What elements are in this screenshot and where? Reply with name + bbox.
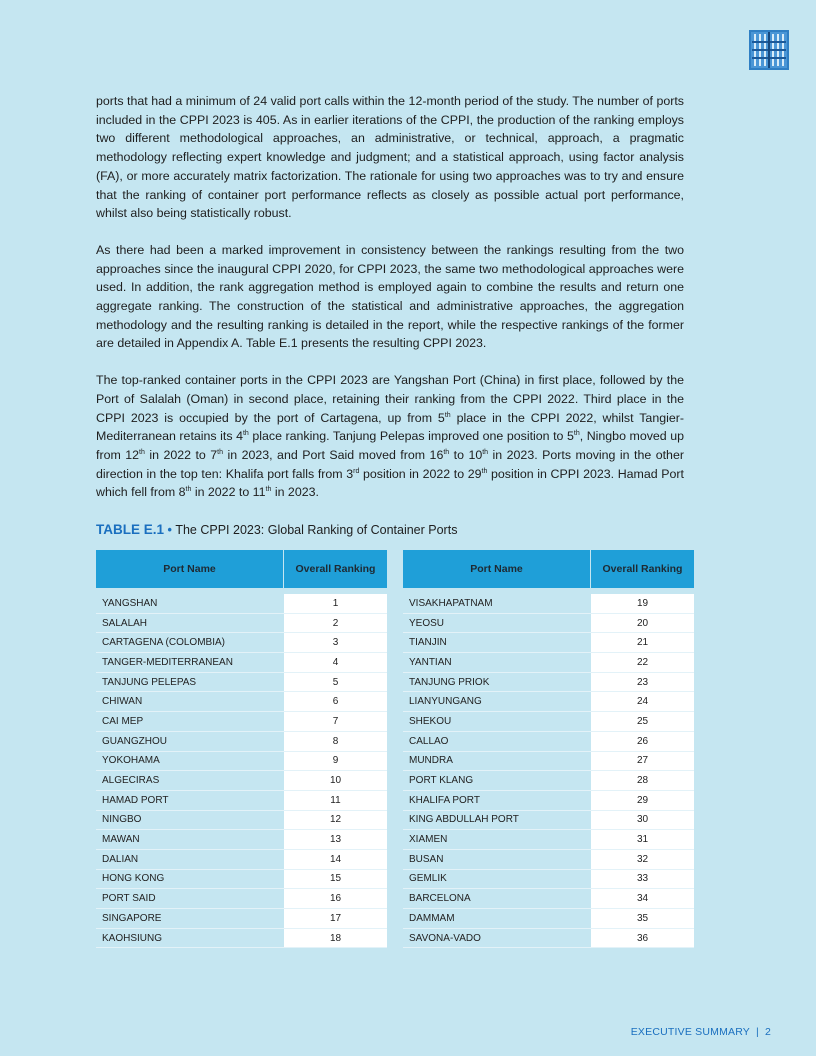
- ranking-cell: 32: [591, 849, 695, 869]
- port-name-cell: LIANYUNGANG: [403, 692, 591, 712]
- port-name-cell: KHALIFA PORT: [403, 790, 591, 810]
- footer-separator: |: [756, 1026, 759, 1038]
- table-row: [403, 790, 694, 810]
- port-name-cell: BUSAN: [403, 849, 591, 869]
- port-name-cell: GEMLIK: [403, 869, 591, 889]
- ranking-cell: 12: [284, 810, 388, 830]
- ranking-cell: 34: [591, 889, 695, 909]
- table-row: [403, 928, 694, 948]
- port-name-cell: VISAKHAPATNAM: [403, 594, 591, 613]
- ranking-cell: 26: [591, 731, 695, 751]
- table-row: [403, 751, 694, 771]
- table-row: [96, 731, 387, 751]
- port-name-cell: GUANGZHOU: [96, 731, 284, 751]
- ranking-cell: 17: [284, 909, 388, 929]
- table-row: [96, 633, 387, 653]
- ranking-cell: 33: [591, 869, 695, 889]
- table-row: [403, 692, 694, 712]
- port-name-cell: NINGBO: [96, 810, 284, 830]
- ranking-cell: 28: [591, 771, 695, 791]
- table-row: [403, 653, 694, 673]
- table-row: [403, 731, 694, 751]
- ranking-cell: 21: [591, 633, 695, 653]
- page-footer: [631, 1026, 771, 1038]
- ranking-cell: 2: [284, 613, 388, 633]
- ranking-cell: 7: [284, 712, 388, 732]
- port-name-cell: SHEKOU: [403, 712, 591, 732]
- ranking-cell: 16: [284, 889, 388, 909]
- ranking-cell: 31: [591, 830, 695, 850]
- table-row: [96, 830, 387, 850]
- port-name-cell: HONG KONG: [96, 869, 284, 889]
- table-row: [403, 633, 694, 653]
- ranking-cell: 3: [284, 633, 388, 653]
- table-row: [96, 810, 387, 830]
- paragraph-methodology: ports that had a minimum of 24 valid port calls within the 12-month period of the study. The number of ports included in the CPPI 2023 is 405. As in earlier iterations of the CPPI, the production of the ranking employs two different methodological approaches, an administrative, or technical, approach, a pragmatic methodology reflecting expert knowledge and judgment; and a statistical approach, using factor analysis (FA), or more accurately matrix factorization. The rationale for using two approaches was to try and ensure that the ranking of container port performance reflects as closely as possible actual port performance, whilst also being statistically robust.: [96, 94, 684, 221]
- table-row: [403, 771, 694, 791]
- port-name-cell: SINGAPORE: [96, 909, 284, 929]
- port-name-cell: YANGSHAN: [96, 594, 284, 613]
- body-text: [96, 92, 684, 520]
- ranking-cell: 9: [284, 751, 388, 771]
- table-row: [96, 790, 387, 810]
- port-name-cell: SALALAH: [96, 613, 284, 633]
- port-name-cell: CARTAGENA (COLOMBIA): [96, 633, 284, 653]
- table-row: [403, 810, 694, 830]
- ranking-cell: 20: [591, 613, 695, 633]
- table-label: TABLE E.1: [96, 522, 165, 537]
- port-name-cell: MAWAN: [96, 830, 284, 850]
- table-row: [96, 672, 387, 692]
- port-name-cell: XIAMEN: [403, 830, 591, 850]
- table-row: [403, 613, 694, 633]
- table-row: [403, 849, 694, 869]
- port-name-cell: BARCELONA: [403, 889, 591, 909]
- table-row: [403, 712, 694, 732]
- ranking-cell: 11: [284, 790, 388, 810]
- ranking-cell: 10: [284, 771, 388, 791]
- ranking-cell: 18: [284, 928, 388, 948]
- table-row: [403, 889, 694, 909]
- table-row: [403, 869, 694, 889]
- ranking-cell: 29: [591, 790, 695, 810]
- port-name-cell: PORT SAID: [96, 889, 284, 909]
- table-row: [96, 751, 387, 771]
- table-row: [403, 594, 694, 613]
- ranking-cell: 27: [591, 751, 695, 771]
- table-title: The CPPI 2023: Global Ranking of Container Ports: [175, 523, 458, 537]
- table-row: [96, 869, 387, 889]
- port-name-cell: HAMAD PORT: [96, 790, 284, 810]
- paragraph-top-ranked: The top-ranked container ports in the CPPI 2023 are Yangshan Port (China) in first place, followed by the Port of Salalah (Oman) in second place, retaining their ranking from the CPPI 2022. Third place in the CPPI 2023 is occupied by the port of Cartagena, up from 5th place in the CPPI 2022, whilst Tangier-Mediterranean retains its 4th place ranking. Tanjung Pelepas improved one position to 5th, Ningbo moved up from 12th in 2022 to 7th in 2023, and Port Said moved from 16th to 10th in 2023. Ports moving in the other direction in the top ten: Khalifa port falls from 3rd position in 2022 to 29th position in CPPI 2023. Hamad Port which fell from 8th in 2022 to 11th in 2023.: [96, 373, 685, 500]
- port-name-cell: YANTIAN: [403, 653, 591, 673]
- ranking-cell: 1: [284, 594, 388, 613]
- ranking-cell: 23: [591, 672, 695, 692]
- ranking-cell: 13: [284, 830, 388, 850]
- table-row: [96, 712, 387, 732]
- table-row: [96, 771, 387, 791]
- port-name-cell: KAOHSIUNG: [96, 928, 284, 948]
- table-row: [96, 692, 387, 712]
- table-row: [96, 594, 387, 613]
- port-name-cell: CALLAO: [403, 731, 591, 751]
- ranking-cell: 22: [591, 653, 695, 673]
- port-name-cell: YEOSU: [403, 613, 591, 633]
- table-row: [403, 909, 694, 929]
- ranking-cell: 6: [284, 692, 388, 712]
- port-name-cell: TANGER-MEDITERRANEAN: [96, 653, 284, 673]
- paragraph-approaches: As there had been a marked improvement in consistency between the rankings resulting from the two approaches since the inaugural CPPI 2020, for CPPI 2023, the same two methodological approaches were used. In addition, the rank aggregation method is employed again to combine the results and return one aggregate ranking. The construction of the statistical and administrative approaches, the aggregation methodology and the resulting ranking is detailed in the report, while the respective rankings of the former are detailed in Appendix A. Table E.1 presents the resulting CPPI 2023.: [96, 242, 684, 351]
- port-name-cell: CAI MEP: [96, 712, 284, 732]
- port-name-cell: TIANJIN: [403, 633, 591, 653]
- table-row: [96, 849, 387, 869]
- ranking-cell: 15: [284, 869, 388, 889]
- table-row: [96, 889, 387, 909]
- table-row: [96, 928, 387, 948]
- table-row: [96, 909, 387, 929]
- table-caption: [96, 522, 457, 537]
- ranking-cell: 8: [284, 731, 388, 751]
- ranking-cell: 24: [591, 692, 695, 712]
- page-number: 2: [764, 1026, 771, 1038]
- header-overall-ranking: Overall Ranking: [591, 550, 695, 588]
- header-overall-ranking: Overall Ranking: [284, 550, 388, 588]
- caption-bullet: •: [164, 523, 176, 537]
- table-row: [96, 613, 387, 633]
- ranking-table-left: [96, 550, 387, 948]
- report-logo-icon: [749, 30, 789, 70]
- header-port-name: Port Name: [96, 550, 284, 588]
- ranking-table-right: [403, 550, 694, 948]
- port-name-cell: DALIAN: [96, 849, 284, 869]
- ranking-cell: 19: [591, 594, 695, 613]
- ranking-cell: 4: [284, 653, 388, 673]
- table-row: [96, 653, 387, 673]
- port-name-cell: DAMMAM: [403, 909, 591, 929]
- port-name-cell: TANJUNG PELEPAS: [96, 672, 284, 692]
- table-row: [403, 830, 694, 850]
- port-name-cell: TANJUNG PRIOK: [403, 672, 591, 692]
- port-name-cell: MUNDRA: [403, 751, 591, 771]
- port-name-cell: YOKOHAMA: [96, 751, 284, 771]
- port-name-cell: CHIWAN: [96, 692, 284, 712]
- ranking-cell: 36: [591, 928, 695, 948]
- port-name-cell: SAVONA-VADO: [403, 928, 591, 948]
- ranking-cell: 35: [591, 909, 695, 929]
- ranking-cell: 30: [591, 810, 695, 830]
- ranking-cell: 25: [591, 712, 695, 732]
- port-name-cell: PORT KLANG: [403, 771, 591, 791]
- header-port-name: Port Name: [403, 550, 591, 588]
- ranking-cell: 5: [284, 672, 388, 692]
- ranking-cell: 14: [284, 849, 388, 869]
- footer-section: EXECUTIVE SUMMARY: [630, 1026, 751, 1038]
- port-name-cell: ALGECIRAS: [96, 771, 284, 791]
- table-row: [403, 672, 694, 692]
- port-name-cell: KING ABDULLAH PORT: [403, 810, 591, 830]
